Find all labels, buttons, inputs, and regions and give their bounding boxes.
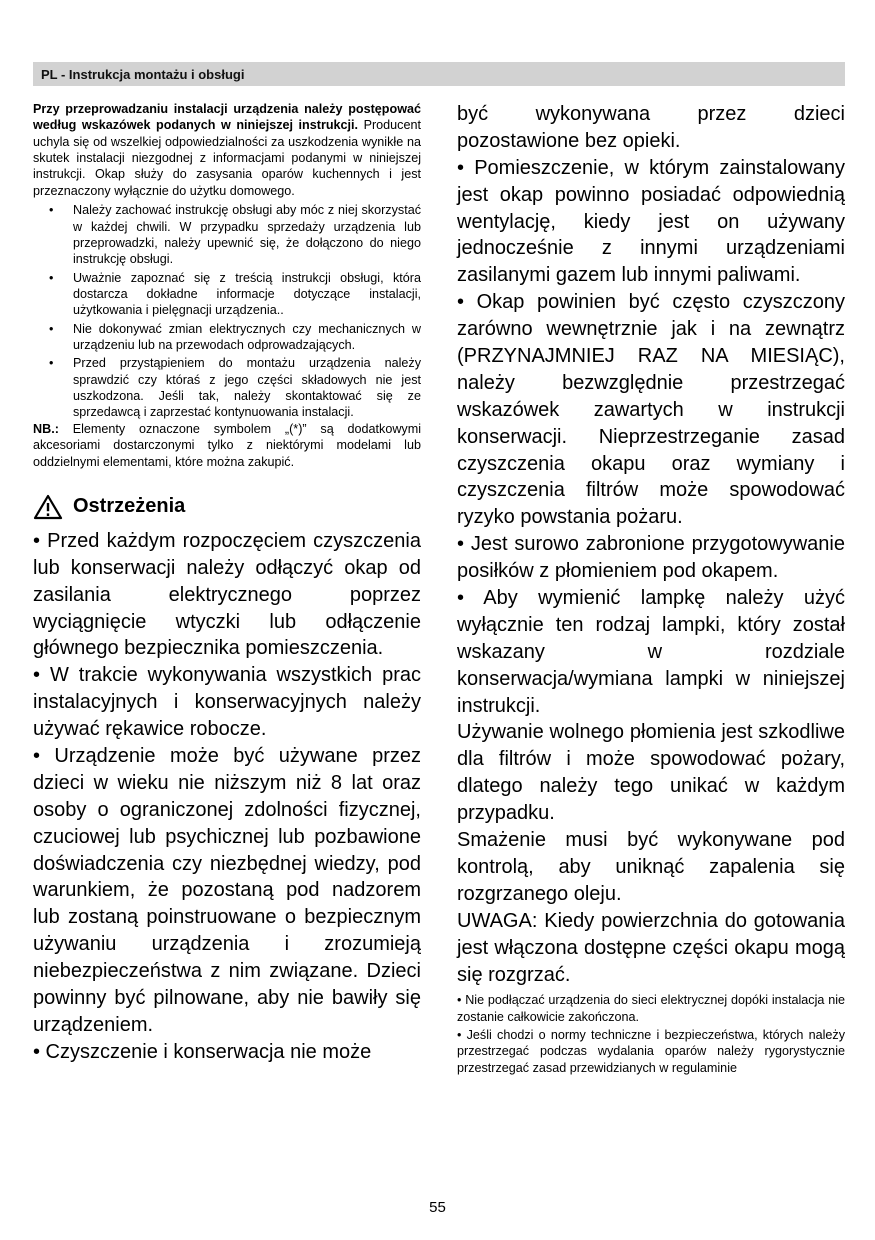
warning-paragraph: być wykonywana przez dzieci pozostawione bez opieki. [457,103,845,152]
intro-paragraph [33,101,421,199]
list-item [33,321,421,354]
warnings-heading-text: Ostrzeżenia [73,495,186,518]
warning-paragraph: UWAGA: Kiedy powierzchnia do gotowania jest włączona dostępne części okapu mogą się rozgrzać. [457,909,845,986]
section-header [33,62,845,86]
nb-note [33,421,421,470]
left-warning-paragraphs [33,528,421,1066]
warning-paragraph: • Przed każdym rozpoczęciem czyszczenia lub konserwacji należy odłączyć okap od zasilania elektrycznego poprzez wyciągnięcie wtyczki lub odłączenie głównego bezpiecznika pomieszczenia. [33,529,421,660]
intro-regular-text: Producent uchyla się od wszelkiej odpowiedzialności za uszkodzenia wynikłe na skutek instalacji niezgodnej z informacjami podanymi w niniejszej instrukcji. Okap służy do zasysania oparów kuchennych i jest przeznaczony wyłącznie do użytku domowego. [33,118,421,198]
page-number: 55 [429,1199,446,1216]
list-item-text: Należy zachować instrukcję obsługi aby móc z niej skorzystać w każdej chwili. W przypadku sprzedaży urządzenia lub przeprowadzki, należy upewnić się, że dołączono do niego instrukcję obsługi. [73,203,421,267]
instruction-bullet-list [33,202,421,421]
warning-paragraph: • Jest surowo zabronione przygotowywanie posiłków z płomieniem pod okapem. [457,533,845,583]
small-note-paragraph: • Jeśli chodzi o normy techniczne i bezpieczeństwa, których należy przestrzegać podczas wydalania oparów należy rygorystycznie przestrzegać zasad przewidzianych w regulaminie [457,1028,845,1075]
section-header-title: PL - Instrukcja montażu i obsługi [41,67,245,82]
right-column [457,101,845,1076]
warning-paragraph: • Aby wymienić lampkę należy użyć wyłącznie ten rodzaj lampki, który został wskazany w rozdziale konserwacja/wymiana lampki w niniejszej instrukcji. [457,587,845,717]
list-item-text: Nie dokonywać zmian elektrycznych czy mechanicznych w urządzeniu lub na przewodach odprowadzających. [73,321,421,353]
list-item-text: Uważnie zapoznać się z treścią instrukcji obsługi, która dostarcza dokładne informacje dotyczące instalacji, użytkowania i pielęgnacji urządzenia.. [73,270,421,318]
small-note-paragraph: • Nie podłączać urządzenia do sieci elektrycznej dopóki instalacja nie zostanie całkowicie zakończona. [457,993,845,1024]
warning-paragraph: • Czyszczenie i konserwacja nie może [33,1040,372,1063]
right-warning-paragraphs [457,101,845,988]
nb-label: NB.: [33,421,59,436]
bullet-marker: • [49,356,54,371]
list-item [33,270,421,319]
warning-paragraph: Smażenie musi być wykonywane pod kontrolą, aby uniknąć zapalenia się rozgrzanego oleju. [457,829,845,905]
warning-triangle-icon [33,494,63,520]
warning-paragraph: Używanie wolnego płomienia jest szkodliwe dla filtrów i może spowodować pożary, dlatego należy tego unikać w każdym przypadku. [457,721,845,825]
warning-paragraph: • Pomieszczenie, w którym zainstalowany jest okap powinno posiadać odpowiednią wentylację, kiedy jest on używany jednocześnie z innymi urządzeniami zasilanymi gazem lub innymi paliwami. [457,156,845,287]
warnings-heading [33,494,421,520]
bullet-marker: • [49,270,54,285]
warning-paragraph: • Urządzenie może być używane przez dzieci w wieku nie niższym niż 8 lat oraz osoby o ograniczonej zdolności fizycznej, czuciowej lub psychicznej lub pozbawione doświadczenia czy niezbędnej wiedzy, pod warunkiem, że pozostaną pod nadzorem lub zostaną poinstruowane o bezpiecznym używaniu urządzenia i zrozumieją niebezpieczeństwa z nim związane. Dzieci powinny być pilnowane, aby nie bawiły się urządzeniem. [33,745,421,1036]
right-small-notes [457,992,845,1076]
intro-bold-text: Przy przeprowadzaniu instalacji urządzenia należy postępować według wskazówek podanych w niniejszej instrukcji. [33,102,421,133]
left-column [33,101,421,1076]
warning-paragraph: • Okap powinien być często czyszczony zarówno wewnętrznie jak i na zewnątrz (PRZYNAJMNIEJ RAZ NA MIESIĄC), należy bezwzględnie przestrzegać wskazówek zawartych w instrukcji konserwacji. Nieprzestrzeganie zasad czyszczenia okapu oraz wymiany i czyszczenia filtrów może spowodować ryzyko powstania pożaru. [457,291,845,529]
bullet-marker: • [49,321,54,336]
list-item [33,355,421,420]
nb-text: Elementy oznaczone symbolem „(*)” są dodatkowymi akcesoriami dostarczonymi tylko z niektórymi modelami lub oddzielnymi elementami, które można zakupić. [33,421,422,469]
bullet-marker: • [49,203,54,218]
two-column-layout [33,101,845,1076]
warning-paragraph: • W trakcie wykonywania wszystkich prac instalacyjnych i konserwacyjnych należy używać rękawice robocze. [33,664,421,741]
list-item-text: Przed przystąpieniem do montażu urządzenia należy sprawdzić czy któraś z jego części składowych nie jest uszkodzona. Jeśli tak, należy skontaktować się ze sprzedawcą i zaprzestać kontynuowania instalacji. [73,356,421,420]
list-item [33,202,421,267]
